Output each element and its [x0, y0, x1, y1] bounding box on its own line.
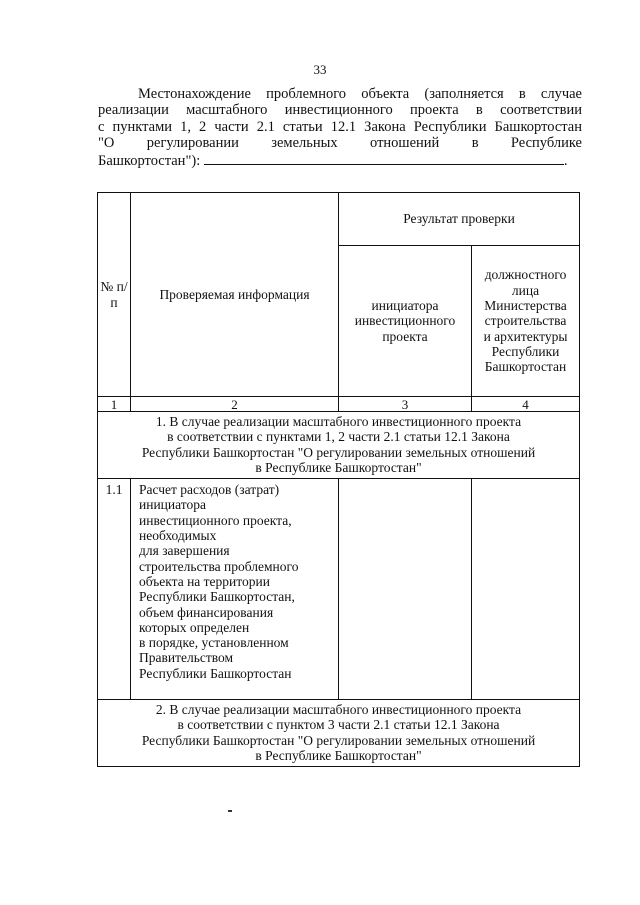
- header-result-text: Результат проверки: [403, 211, 515, 227]
- row-info-line: необходимых: [139, 528, 217, 544]
- section-line: в Республике Башкортостан": [255, 459, 422, 475]
- row-info-line: в порядке, установленном: [139, 635, 289, 651]
- row-info-line: Расчет расходов (затрат): [139, 482, 280, 498]
- intro-line: реализации масштабного инвестиционного проекта в соответствии: [98, 102, 582, 119]
- header-official-line: Башкортостан: [484, 359, 567, 375]
- official-result-cell[interactable]: [472, 479, 580, 700]
- header-official: [472, 246, 580, 397]
- section-heading: [98, 700, 580, 767]
- intro-line: с пунктами 1, 2 части 2.1 статьи 12.1 Закона Республики Башкортостан: [98, 118, 582, 135]
- intro-line: Местонахождение проблемного объекта (заполняется в случае: [138, 86, 582, 102]
- intro-line: "О регулировании земельных отношений в Республике: [98, 135, 582, 152]
- scan-speck: [228, 810, 232, 812]
- section-line: 1. В случае реализации масштабного инвестиционного проекта: [155, 414, 522, 429]
- verification-table: [97, 192, 580, 767]
- row-number: 1.1: [98, 479, 131, 700]
- row-info-line: строительства проблемного: [139, 558, 299, 574]
- row-info-line: объем финансирования: [139, 604, 274, 620]
- table-row: [98, 479, 580, 700]
- header-official-line: Министерства: [484, 298, 567, 314]
- header-official-line: должностного: [484, 267, 567, 283]
- row-info-line: для завершения: [139, 543, 230, 559]
- row-info-line: Республики Башкортостан: [139, 665, 292, 681]
- intro-paragraph: [98, 86, 582, 169]
- section-row: [98, 700, 580, 767]
- header-info: [131, 193, 339, 397]
- header-result: [339, 193, 580, 246]
- row-info-line: инициатора: [139, 497, 206, 513]
- section-line: в Республике Башкортостан": [255, 748, 422, 764]
- initiator-result-cell[interactable]: [339, 479, 472, 700]
- section-line: Республики Башкортостан "О регулировании земельных отношений: [141, 444, 536, 460]
- row-info: [131, 479, 339, 700]
- column-number: 1: [98, 397, 131, 412]
- location-blank-field[interactable]: [204, 152, 564, 165]
- header-official-line: Республики: [491, 343, 560, 359]
- header-initiator: [339, 246, 472, 397]
- page-number: 33: [313, 62, 327, 77]
- header-official-line: строительства: [484, 313, 567, 329]
- section-line: 2. В случае реализации масштабного инвестиционного проекта: [155, 702, 522, 718]
- header-official-line: и архитектуры: [483, 328, 568, 344]
- section-row: [98, 412, 580, 479]
- header-info-text: Проверяемая информация: [159, 286, 310, 302]
- section-heading: [98, 412, 580, 479]
- column-number: 3: [339, 397, 472, 412]
- column-number: 2: [131, 397, 339, 412]
- row-info-line: Правительством: [139, 650, 234, 666]
- section-line: в соответствии с пунктами 1, 2 части 2.1 статьи 12.1 Закона: [167, 429, 510, 445]
- section-line: в соответствии с пунктом 3 части 2.1 статьи 12.1 Закона: [177, 717, 500, 733]
- column-number-row: [98, 397, 580, 412]
- header-number-text: № п/п: [100, 279, 128, 310]
- header-initiator-text: инициатора инвестиционного проекта: [354, 298, 456, 344]
- header-number: [98, 193, 131, 397]
- row-info-line: Республики Башкортостан,: [139, 589, 295, 605]
- column-number: 4: [472, 397, 580, 412]
- intro-line-end: .: [563, 152, 568, 169]
- section-line: Республики Башкортостан "О регулировании земельных отношений: [141, 732, 536, 748]
- intro-line-start: Башкортостан"):: [98, 152, 204, 169]
- header-official-line: лица: [511, 282, 540, 298]
- row-info-line: которых определен: [139, 619, 250, 635]
- intro-last-line: [98, 152, 582, 169]
- row-info-line: объекта на территории: [139, 573, 270, 589]
- row-info-line: инвестиционного проекта,: [139, 512, 292, 528]
